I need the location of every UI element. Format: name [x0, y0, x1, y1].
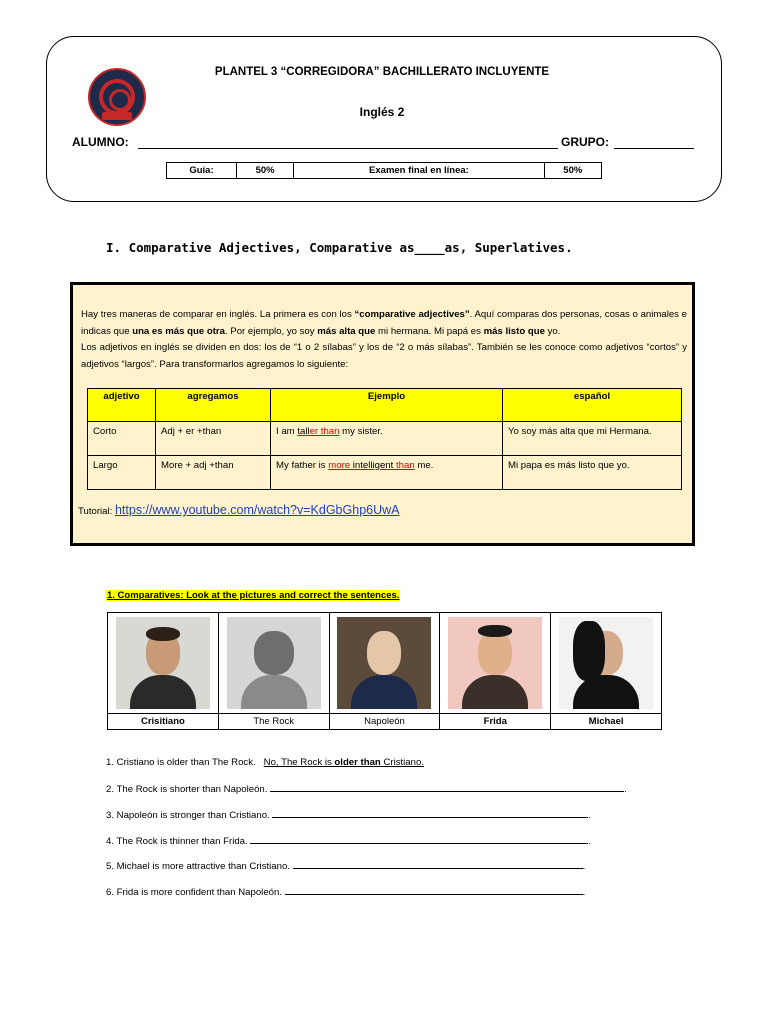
- sentence-2: 2. The Rock is shorter than Napoleón. .: [106, 784, 627, 795]
- tutorial: [78, 503, 399, 517]
- guia-label: Guía:: [167, 163, 237, 179]
- grade-table: [166, 162, 602, 179]
- sentence-1: 1. Cristiano is older than The Rock. No, The Rock is older than Cristiano.: [106, 757, 424, 768]
- logo-emblem-icon: [99, 79, 135, 115]
- name-frida: Frida: [440, 714, 551, 730]
- info-paragraph: Hay tres maneras de comparar en inglés. La primera es con los “comparative adjectives”. Aquí comparas dos personas, cosas o animales e indicas que una es más que otra. Por ejemplo, yo soy más alta que mi hermana. Mi papá es más listo que yo. Los adjetivos en inglés se dividen en dos: los de “1 o 2 sílabas” y los de “2 o más sílabas”. También se les conoce como adjetivos “cortos” y adjetivos “largos”. Para transformarlos agregamos lo siguiente:: [81, 309, 688, 370]
- name-the-rock: The Rock: [218, 714, 329, 730]
- tutorial-link[interactable]: https://www.youtube.com/watch?v=KdGbGhp6UwA: [114, 503, 400, 517]
- answer-field[interactable]: [293, 859, 583, 869]
- answer-field[interactable]: [272, 808, 588, 818]
- sentence-5: 5. Michael is more attractive than Cristiano. .: [106, 861, 586, 872]
- info-box: [70, 282, 695, 546]
- guia-value: 50%: [236, 163, 293, 179]
- sentence-4: 4. The Rock is thinner than Frida. .: [106, 836, 592, 847]
- section-title: I. Comparative Adjectives, Comparative as____as, Superlatives.: [106, 240, 573, 255]
- tutorial-label: Tutorial:: [78, 506, 115, 517]
- alumno-label: ALUMNO:: [72, 135, 129, 149]
- info-paragraph-2: Los adjetivos en inglés se dividen en dos: los de “1 o 2 sílabas” y los de “2 o más sílabas”. También se les conoce como adjetivos “cortos” y adjetivos “largos”. Para transformarlos agregamos lo siguiente:: [81, 342, 687, 370]
- sentence-3: 3. Napoleón is stronger than Cristiano. .: [106, 810, 592, 821]
- alumno-field[interactable]: [138, 148, 558, 149]
- col-ejemplo: Ejemplo: [271, 389, 503, 422]
- photo-table: [107, 612, 662, 730]
- grupo-field[interactable]: [614, 148, 694, 149]
- examen-label: Examen final en línea:: [294, 163, 544, 179]
- subject-title: Inglés 2: [359, 105, 405, 119]
- col-agregamos: agregamos: [156, 389, 271, 422]
- napoleon-photo: [337, 617, 431, 709]
- michael-photo: [559, 617, 653, 709]
- sentence-6: 6. Frida is more confident than Napoleón. .: [106, 887, 586, 898]
- example-answer: No, The Rock is older than Cristiano.: [263, 757, 424, 768]
- table-row: Corto Adj + er +than I am taller than my sister. Yo soy más alta que mi Hermana.: [88, 422, 682, 456]
- answer-field[interactable]: [285, 885, 583, 895]
- logo-banner: [102, 112, 132, 120]
- col-adjetivo: adjetivo: [88, 389, 156, 422]
- frida-photo: [448, 617, 542, 709]
- adjective-table: [87, 388, 682, 490]
- answer-field[interactable]: [270, 782, 624, 792]
- col-espanol: español: [503, 389, 682, 422]
- name-napoleon: Napoleón: [329, 714, 440, 730]
- grupo-label: GRUPO:: [561, 135, 609, 149]
- cristiano-photo: [116, 617, 210, 709]
- table-row: Largo More + adj +than My father is more intelligent than me. Mi papa es más listo que yo.: [88, 456, 682, 490]
- school-name: PLANTEL 3 “CORREGIDORA” BACHILLERATO INCLUYENTE: [214, 66, 550, 78]
- name-michael: Michael: [551, 714, 662, 730]
- examen-value: 50%: [544, 163, 601, 179]
- name-cristiano: Crisitiano: [108, 714, 219, 730]
- answer-field[interactable]: [250, 834, 588, 844]
- exercise-title: 1. Comparatives: Look at the pictures and correct the sentences.: [107, 590, 400, 601]
- the-rock-photo: [227, 617, 321, 709]
